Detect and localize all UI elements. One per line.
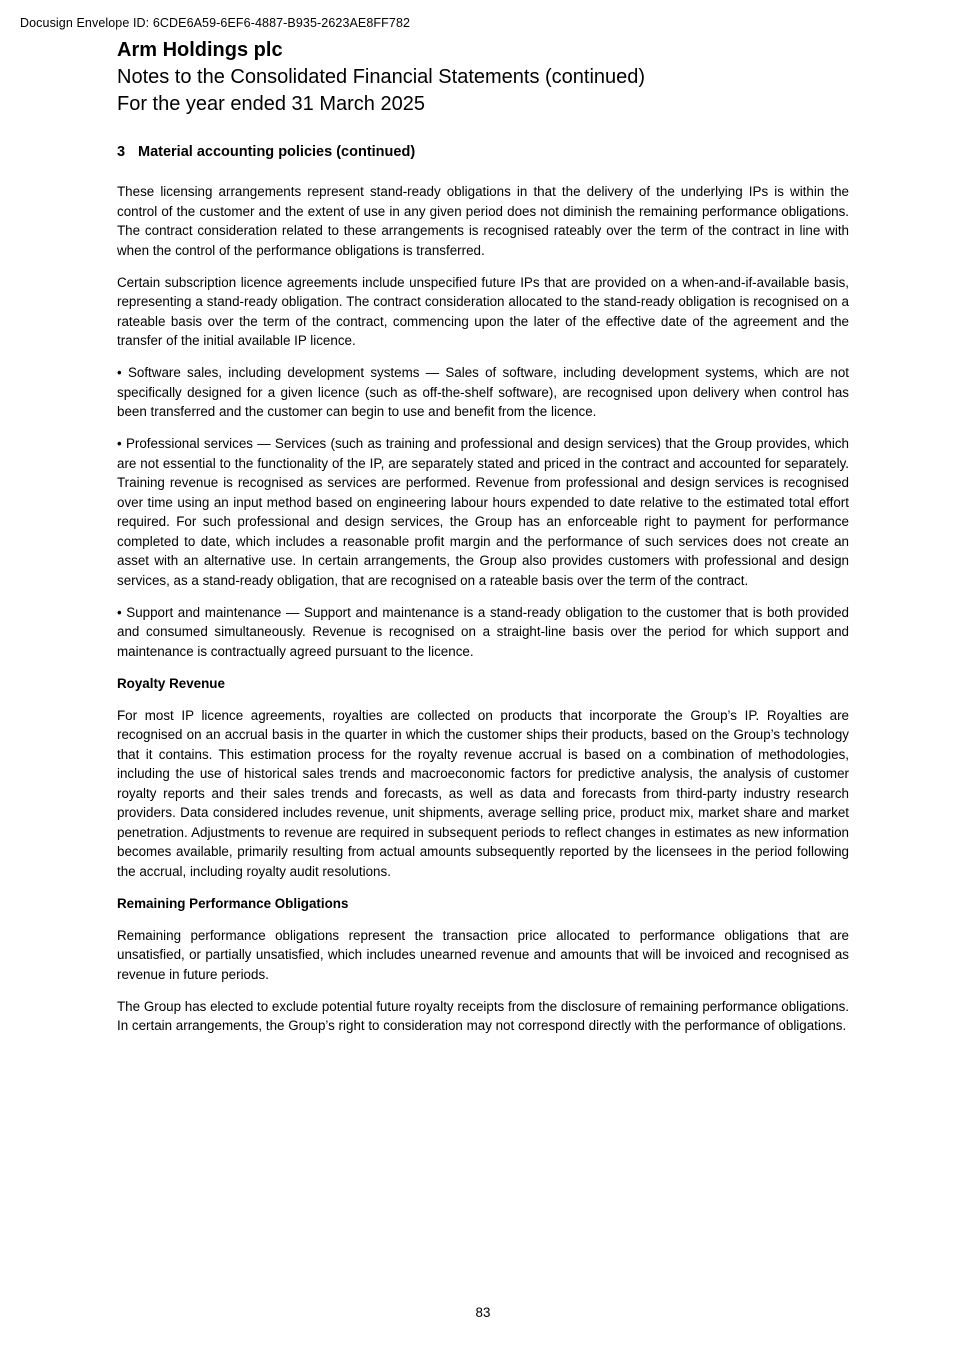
- document-subtitle: Notes to the Consolidated Financial Statements (continued): [117, 66, 646, 88]
- reporting-period: For the year ended 31 March 2025: [117, 93, 425, 115]
- section-title: Material accounting policies (continued): [138, 144, 416, 160]
- paragraph-rpo-exclusion: The Group has elected to exclude potential future royalty receipts from the disclosure of remaining performance obligations. In certain arrangements, the Group’s right to consideration may not correspond directly with the performance of obligations.: [117, 998, 849, 1033]
- paragraph-rpo-definition: Remaining performance obligations represent the transaction price allocated to performance obligations that are unsatisfied, or partially unsatisfied, which includes unearned revenue and amounts that will be invoiced and recognised as revenue in future periods.: [117, 927, 849, 982]
- bullet-professional-services: • Professional services — Services (such as training and professional and design services) that the Group provides, which are not essential to the functionality of the IP, are separately stated and priced in the contract and accounted for separately. Training revenue is recognised as services are performed. Revenue from professional and design services is recognised over time using an input method based on engineering labour hours expended to date relative to the estimated total effort required. For such professional and design services, the Group has an enforceable right to payment for performance completed to date, which includes a reasonable profit margin and the performance of such services does not create an asset with an alternative use. In certain arrangements, the Group also provides customers with professional and design services, as a stand-ready obligation, that are recognised on a rateable basis over the term of the contract.: [117, 436, 849, 588]
- bullet-software-sales: • Software sales, including development systems — Sales of software, including development systems, which are not specifically designed for a given licence (such as off-the-shelf software), are recognised upon delivery when control has been transferred and the customer can begin to use and benefit from the licence.: [117, 365, 849, 419]
- rpo-heading: Remaining Performance Obligations: [117, 895, 349, 911]
- page-number: 83: [475, 1305, 491, 1320]
- company-name: Arm Holdings plc: [117, 39, 283, 61]
- royalty-revenue-heading: Royalty Revenue: [117, 675, 225, 691]
- bullet-support-maintenance: • Support and maintenance — Support and maintenance is a stand-ready obligation to the customer that is both provided and consumed simultaneously. Revenue is recognised on a straight-line basis over the period for which support and maintenance is contractually agreed pursuant to the licence.: [117, 604, 849, 659]
- section-heading: [117, 142, 849, 162]
- section-number: 3: [117, 144, 126, 160]
- page-content: [117, 36, 849, 1048]
- paragraph-subscription: Certain subscription licence agreements include unspecified future IPs that are provided on a when-and-if-available basis, representing a stand-ready obligation. The contract consideration allocated to the stand-ready obligation is recognised on a rateable basis over the term of the contract, commencing upon the later of the effective date of the agreement and the transfer of the initial available IP licence.: [117, 274, 849, 348]
- docusign-envelope-id: Docusign Envelope ID: 6CDE6A59-6EF6-4887-B935-2623AE8FF782: [20, 16, 411, 30]
- body-text: [117, 182, 849, 1036]
- paragraph-licensing: These licensing arrangements represent stand-ready obligations in that the delivery of the underlying IPs is within the control of the customer and the extent of use in any given period does not diminish the remaining performance obligations. The contract consideration related to these arrangements is recognised rateably over the term of the contract in line with when the control of the performance obligations is transferred.: [117, 184, 849, 258]
- paragraph-royalty-revenue: For most IP licence agreements, royalties are collected on products that incorporate the Group’s IP. Royalties are recognised on an accrual basis in the quarter in which the customer ships their products, based on the Group’s technology that it contains. This estimation process for the royalty revenue accrual is based on a combination of methodologies, including the use of historical sales trends and macroeconomic factors for predictive analysis, the analysis of customer royalty reports and their sales trends and forecasts, as well as data and forecasts from third-party industry research providers. Data considered includes revenue, unit shipments, average selling price, product mix, market share and market penetration. Adjustments to revenue are required in subsequent periods to reflect changes in estimates as new information becomes available, primarily resulting from actual amounts subsequently reported by the licensees in the period following the accrual, including royalty audit resolutions.: [117, 707, 849, 879]
